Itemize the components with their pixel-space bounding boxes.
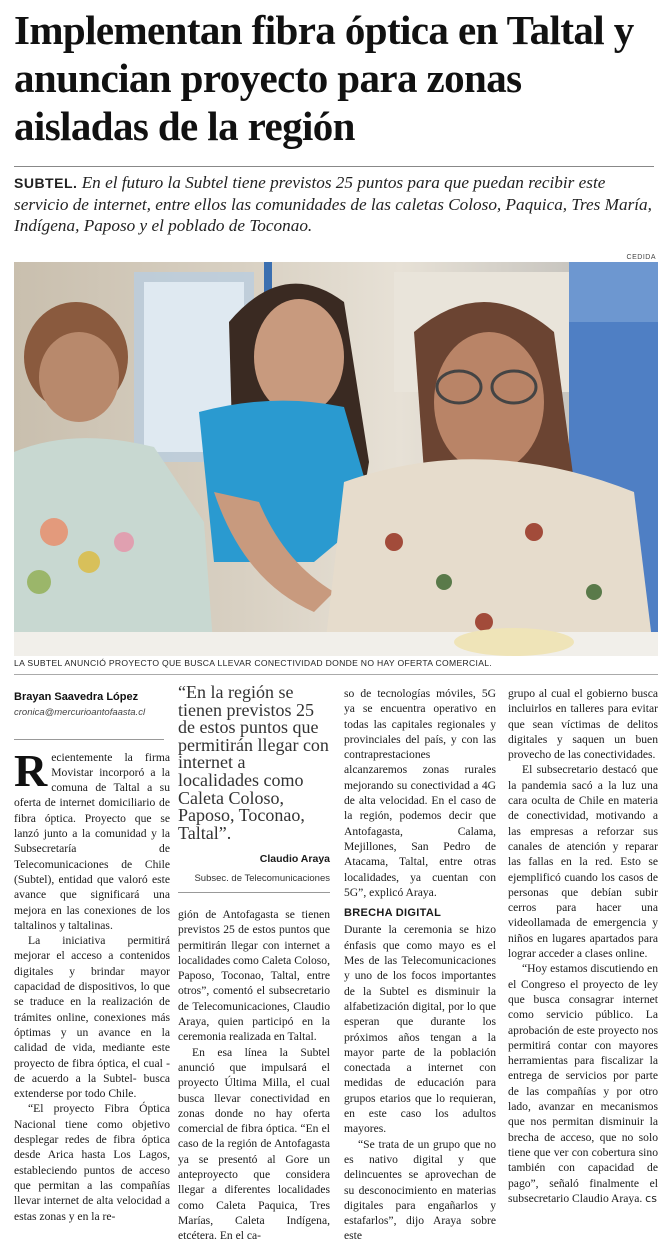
body-paragraph: En esa línea la Subtel anunció que impulsará el proyecto Última Milla, el cual busca llevar conectividad en zonas donde no hay oferta comercial de fibra óptica. “En el caso de la región de Antofagasta ya se presentó al Gore un anteproyecto que considera llegar a diferentes localidades como Caleta Paquica, Tres Marías, Caleta Indígena, etcétera. En el ca-	[178, 1045, 330, 1243]
article-column-3	[344, 686, 496, 1244]
article-column-2	[178, 684, 330, 1243]
article-column-4	[508, 686, 658, 1206]
body-paragraph: grupo al cual el gobierno busca incluirlos en talleres para evitar que sean víctimas de delitos digitales y saquen un buen provecho de las conectividades.	[508, 687, 658, 762]
end-mark: cs	[645, 1191, 657, 1205]
byline-author: Brayan Saavedra López	[14, 691, 139, 703]
body-paragraph: Durante la ceremonia se hizo énfasis que como mayo es el Mes de las Telecomunicaciones y uno de los focos importantes de la Subtel es disminuir la alfabetización digital, por lo que esperan que durante los próximos años tengan a la mayor parte de la población conectada a internet con medidas de educación para grupos etarios que lo requieran, en este caso los adultos mayores.	[344, 923, 496, 1136]
pull-quote-divider	[178, 892, 330, 893]
body-paragraph: so de tecnologías móviles, 5G ya se encuentra operativo en todas las capitales regionales y provinciales del país, y con las contraprestaciones alcanzaremos zonas rurales mejorando su conectividad a 4G de alta velocidad. En el caso de la región, podemos decir que Antofagasta, Calama, Mejillones, San Pedro de Atacama, Taltal, entre otras localidades, ya cuentan con 5G”, explicó Araya.	[344, 687, 496, 899]
photo-illustration	[14, 262, 658, 656]
headline: Implementan fibra óptica en Taltal y anuncian proyecto para zonas aisladas de la región	[14, 7, 634, 149]
article-column-1	[14, 690, 170, 1224]
article-photo	[14, 262, 658, 656]
deck-text: En el futuro la Subtel tiene previstos 25 puntos para que puedan recibir este servicio de internet, entre ellos las comunidades de las caletas Coloso, Paquica, Tres María, Indígena, Paposo y el poblado de Toconao.	[14, 173, 652, 235]
body-paragraph: gión de Antofagasta se tienen previstos 25 de estos puntos que permitirán llegar con internet a localidades como Caleta Coloso, Paposo, Toconao, Taltal, entre otros”, comentó el subsecretario de Telecomunicaciones, Claudio Araya, quien participó en la ceremonia realizada en Taltal.	[178, 907, 330, 1044]
section-subhead: BRECHA DIGITAL	[344, 907, 442, 920]
byline-email: cronica@mercurioantofaasta.cl	[14, 707, 146, 719]
pull-quote-author: Claudio Araya	[259, 853, 330, 866]
caption-divider	[14, 674, 658, 675]
body-paragraph: La iniciativa permitirá mejorar el acceso a contenidos digitales y brindar mayor capacidad de dispositivos, lo que se traduce en la realización de trámites online, conexiones más óptimas y un avance en la calidad de vida, mediante este proyecto de fibra óptica, el cual -de acuerdo a la Subtel- busca extenderse por todo Chile.	[14, 934, 170, 1101]
byline-divider	[14, 739, 164, 740]
body-paragraph: El subsecretario destacó que la pandemia sacó a la luz una cara oculta de Chile en materia de conectividad, motivando a las empresas a reforzar sus canales de atención y reparar las fallas en la red. Esto se ejemplificó cuando los casos de personas que debían subir cerros para hacer una videollamada de emergencia y niños en lugares apartados para lograr acceder a clases online.	[508, 763, 658, 961]
drop-cap: R	[14, 744, 48, 796]
pull-quote-role: Subsec. de Telecomunicaciones	[194, 872, 330, 884]
photo-caption: LA SUBTEL ANUNCIÓ PROYECTO QUE BUSCA LLEVAR CONECTIVIDAD DONDE NO HAY OFERTA COMERCIAL.	[14, 658, 493, 668]
deck-kicker: SUBTEL.	[14, 175, 78, 191]
body-paragraph: “Hoy estamos discutiendo en el Congreso el proyecto de ley que busca consagrar internet como servicio público. La aprobación de este proyecto nos permitirá contar con mayores herramientas para fiscalizar la entrega de servicios por parte de las compañías y por otro lado, avanzar en mecanismos que nos permitan disminuir la brecha de acceso, que no solo tiene que ver con cobertura sino también con capacidad de pago”, señaló finalmente el subsecretario Claudio Araya. cs	[508, 962, 658, 1205]
body-paragraph: Recientemente la firma Movistar incorporó a la comuna de Taltal a su oferta de internet domiciliario de fibra óptica. Proyecto que se lanzó junto a la comunidad y la Subsecretaría de Telecomunicaciones de Chile (Subtel), entidad que valoró este avance que significará una mejora en las conexiones de los taltalinos y taltalinas.	[14, 744, 170, 932]
body-paragraph: “El proyecto Fibra Óptica Nacional tiene como objetivo desplegar redes de fibra óptica desde Arica hasta Los Lagos, estableciendo puntos de acceso que permitan a las compañías llevar internet de alta velocidad a estas zonas y en la re-	[14, 1102, 170, 1223]
divider	[14, 166, 654, 167]
body-paragraph: “Se trata de un grupo que no es nativo digital y que delincuentes se aprovechan de su desconocimiento en materias digitales para engañarlos y estafarlos”, dijo Araya sobre este	[344, 1137, 496, 1243]
photo-credit: CEDIDA	[626, 254, 656, 261]
pull-quote: “En la región se tienen previstos 25 de estos puntos que permitirán llegar con internet a localidades como Caleta Coloso, Paposo, Toconao, Taltal”.	[178, 682, 329, 843]
deck	[14, 172, 654, 236]
